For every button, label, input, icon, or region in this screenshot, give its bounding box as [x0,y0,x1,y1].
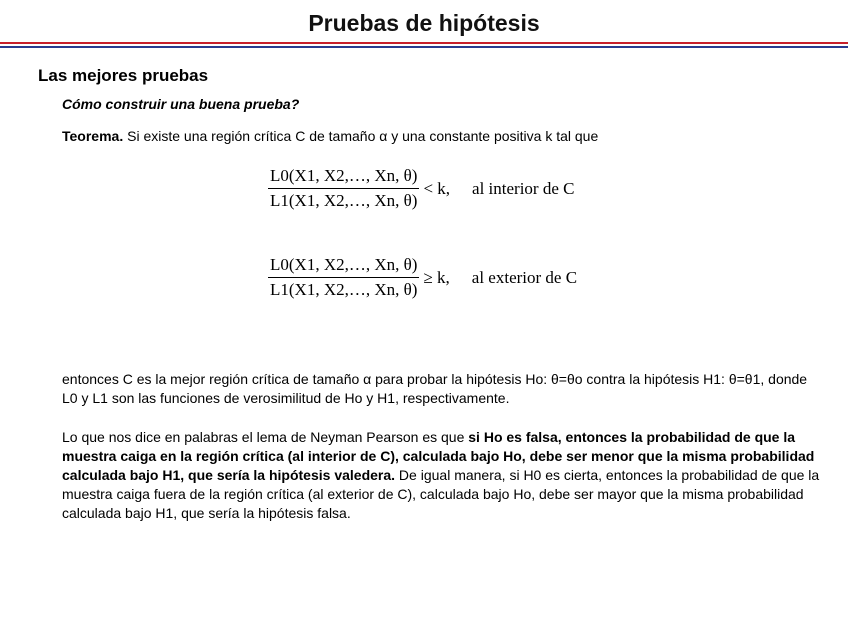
ratio-denominator-1: L1(X1, X2,…, Xn, θ) [270,191,418,210]
likelihood-ratio-inside [268,166,574,211]
likelihood-ratio-outside [268,255,577,300]
np-intro: Lo que nos dice en palabras el lema de Neyman Pearson es que [62,429,469,445]
ratio-relation-1: < k, [423,178,451,198]
neyman-pearson-paragraph [62,428,822,523]
theorem-label: Teorema. [62,128,124,144]
ratio-fraction-2 [268,255,419,300]
theorem-text: Si existe una región crítica C de tamaño α y una constante positiva k tal que [123,128,599,144]
theorem-statement [62,128,822,144]
slide-title: Pruebas de hipótesis [308,10,540,36]
title-divider-blue [0,46,848,48]
np-rest: De igual manera, si H0 es cierta, entonces la probabilidad de que la muestra caiga fuera de la región crítica (al exterior de C), calculada bajo Ho, debe ser mayor que la misma probabilidad calculada bajo H1, que sería la hipótesis falsa. [62,467,820,521]
title-divider-red [0,42,848,44]
section-heading: Las mejores pruebas [38,66,209,85]
ratio-region-2: al exterior de C [471,267,578,287]
ratio-region-1: al interior de C [472,178,575,198]
ratio-numerator-2: L0(X1, X2,…, Xn, θ) [268,255,419,278]
ratio-relation-2: ≥ k, [423,267,450,287]
conclusion-paragraph: entonces C es la mejor región crítica de tamaño α para probar la hipótesis Ho: θ=θo contra la hipótesis H1: θ=θ1, donde L0 y L1 son las funciones de verosimilitud de Ho y H1, respectivamente. [62,371,808,406]
np-bold-statement: si Ho es falsa, entonces la probabilidad de que la muestra caiga en la región crítica (al interior de C), calculada bajo Ho, debe ser menor que la misma probabilidad calculada bajo H1, que sería la hipótesis valedera. [62,429,815,483]
ratio-denominator-2: L1(X1, X2,…, Xn, θ) [270,280,418,299]
ratio-fraction-1 [268,166,419,211]
ratio-numerator-1: L0(X1, X2,…, Xn, θ) [268,166,419,189]
subsection-heading: Cómo construir una buena prueba? [62,96,300,112]
